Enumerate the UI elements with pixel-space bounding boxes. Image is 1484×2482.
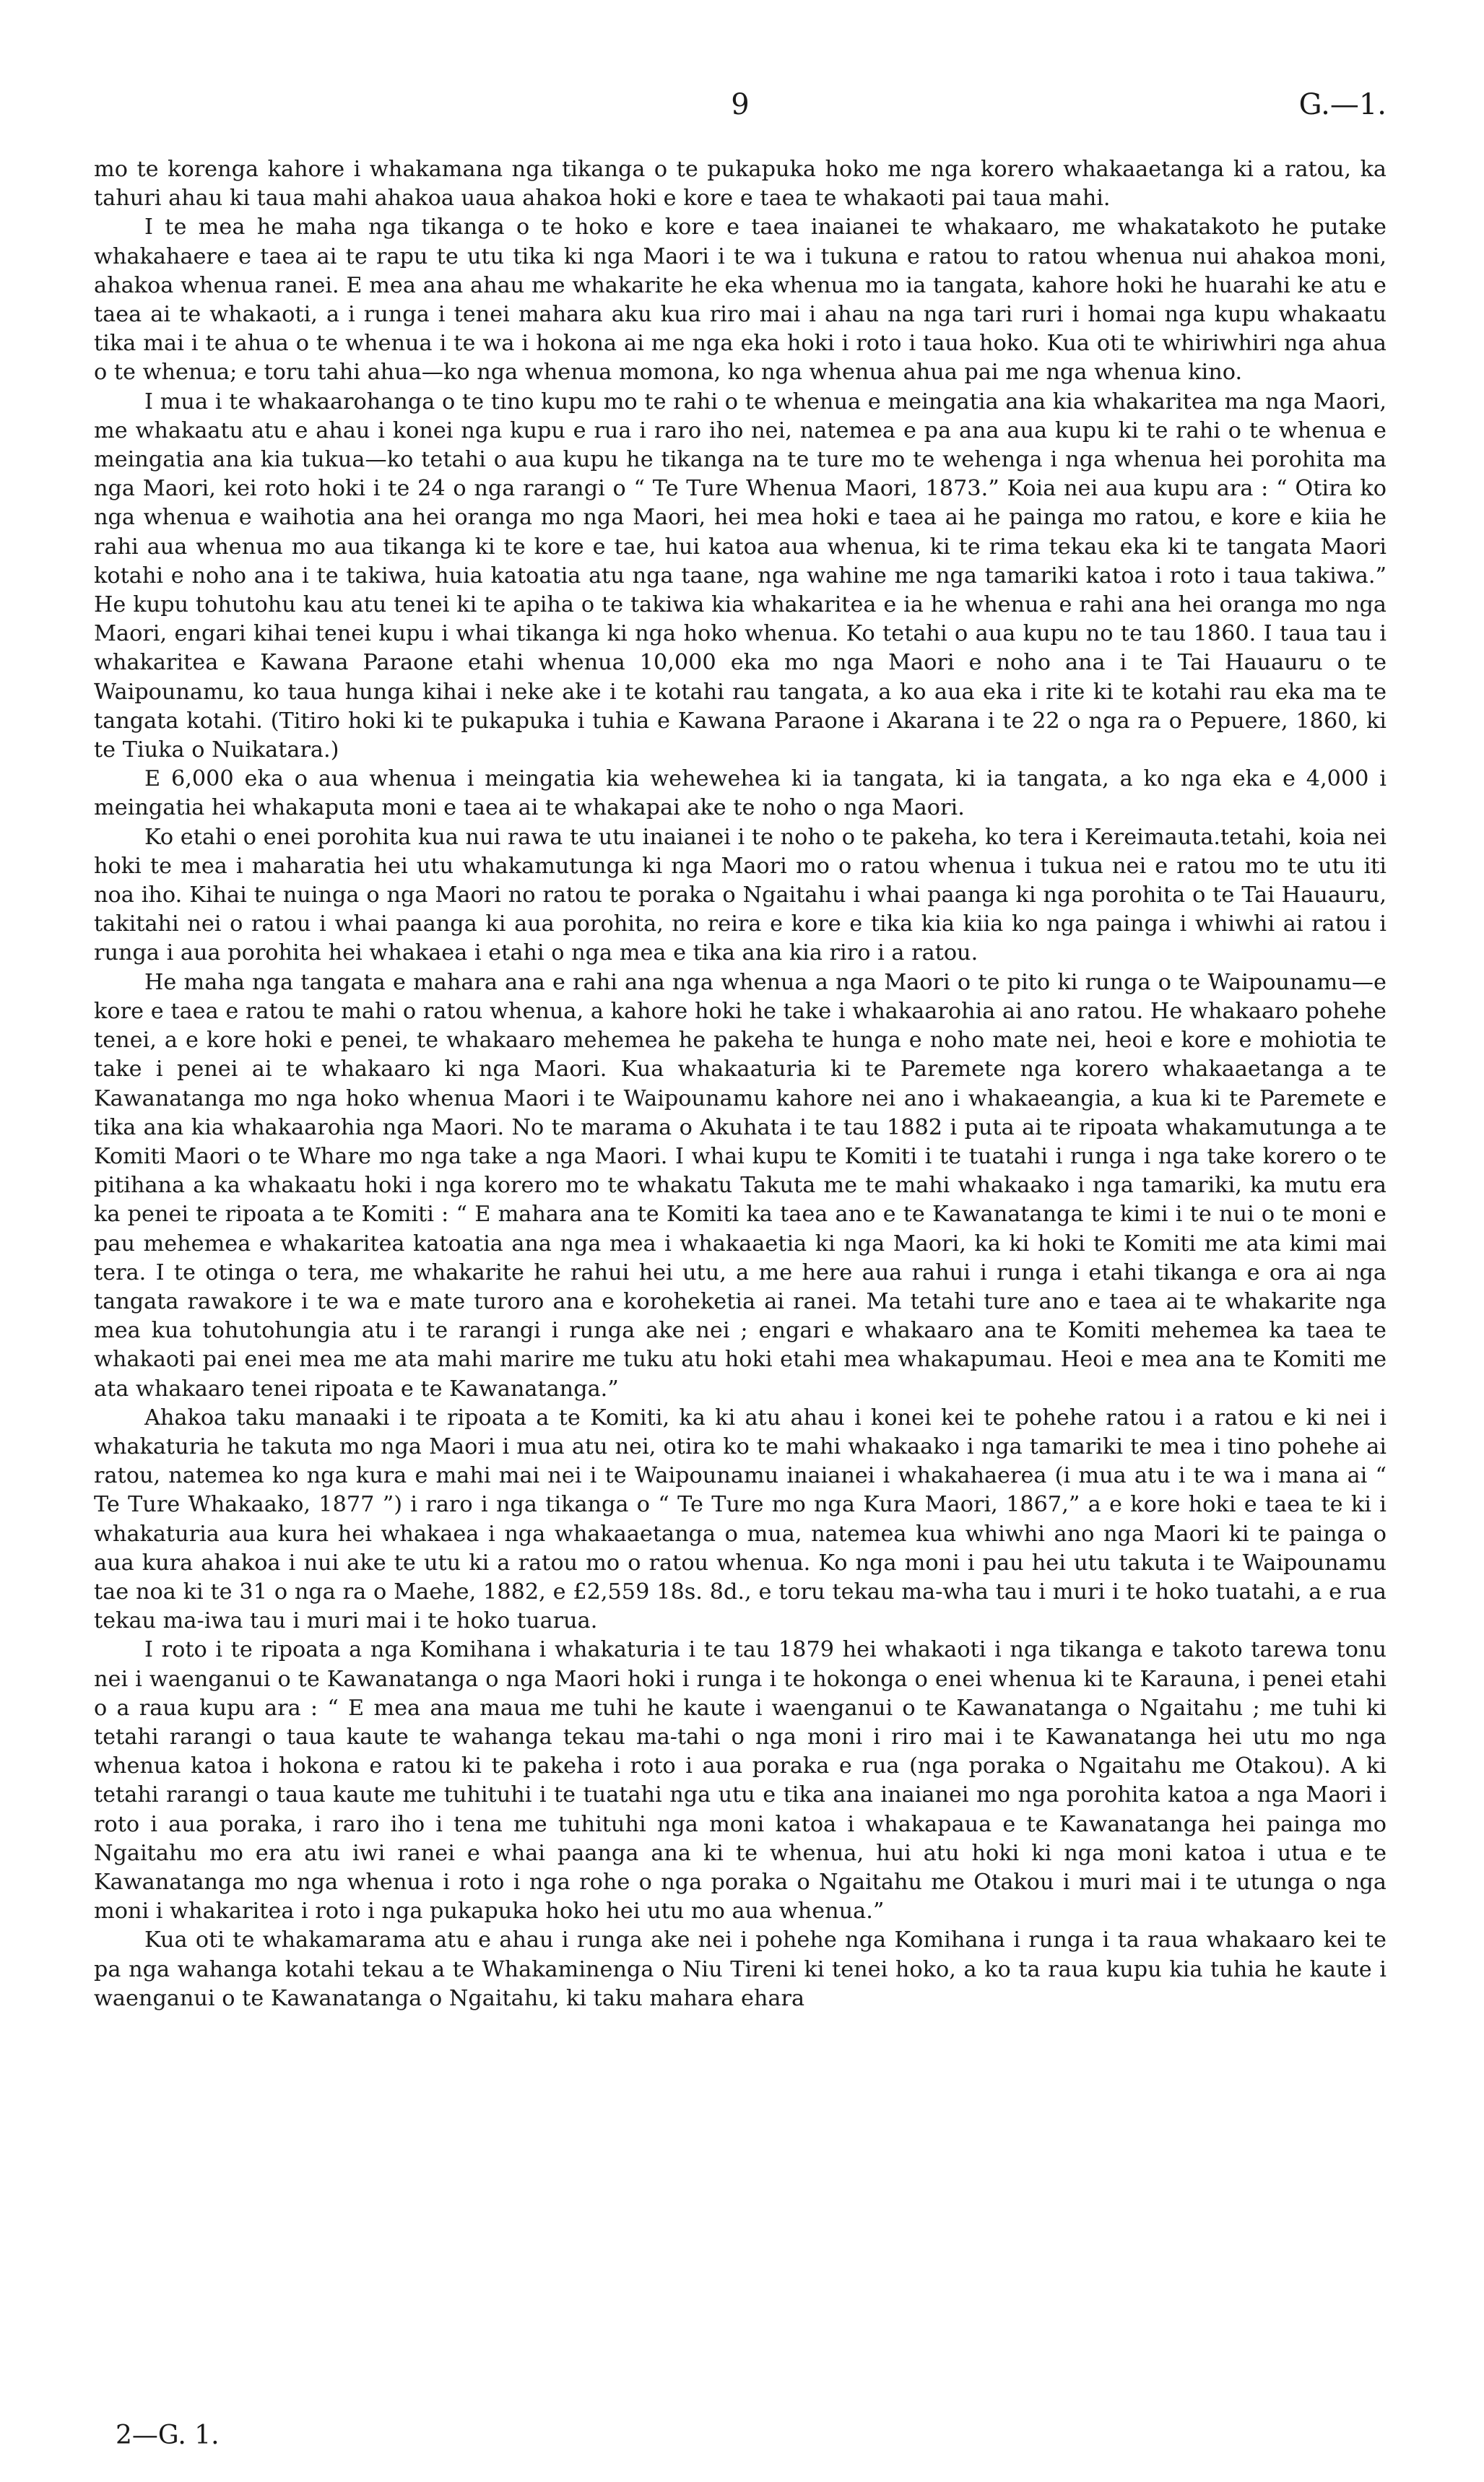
paragraph: mo te korenga kahore i whakamana nga tikanga o te pukapuka hoko me nga korero whakaaetanga ki a ratou, ka tahuri ahau ki taua mahi ahakoa uaua ahakoa hoki e kore e taea te whakaoti pai taua mahi. bbox=[94, 157, 1387, 212]
printer-signature-mark: 2—G. 1. bbox=[116, 2421, 220, 2450]
paragraph: Ahakoa taku manaaki i te ripoata a te Komiti, ka ki atu ahau i konei kei te pohehe ratou i a ratou e ki nei i whakaturia he takuta mo nga Maori i mua atu nei, otira ko te mahi whakaako i nga tamariki te mea i tino pohehe ai ratou, natemea ko nga kura e mahi mai nei i te Waipounamu inaianei i whakahaerea (i mua atu i te wa i mana ai “ Te Ture Whakaako, 1877 ”) i raro i nga tikanga o “ Te Ture mo nga Kura Maori, 1867,” a e kore hoki e taea te ki i whakaturia aua kura hei whakaea i nga whakaaetanga o mua, natemea kua whiwhi ano nga Maori ki te painga o aua kura ahakoa i nui ake te utu ki a ratou mo o ratou whenua. Ko nga moni i pau hei utu takuta i te Waipounamu tae noa ki te 31 o nga ra o Maehe, 1882, e £2,559 18s. 8d., e toru tekau ma-wha tau i muri i te hoko tuatahi, a e rua tekau ma-iwa tau i muri mai i te hoko tuarua. bbox=[94, 1405, 1387, 1634]
paragraph: I te mea he maha nga tikanga o te hoko e kore e taea inaianei te whakaaro, me whakatakoto he putake whakahaere e taea ai te rapu te utu tika ki nga Maori i te wa i tukuna e ratou to ratou whenua nui ahakoa moni, ahakoa whenua ranei. E mea ana ahau me whakarite he eka whenua mo ia tangata, kahore hoki he huarahi ke atu e taea ai te whakaoti, a i runga i tenei mahara aku kua riro mai i ahau na nga tari ruri i homai nga kupu whakaatu tika mai i te ahua o te whenua i te wa i hokona ai me nga eka hoki i roto i taua hoko. Kua oti te whiriwhiri nga ahua o te whenua; e toru tahi ahua—ko nga whenua momona, ko nga whenua ahua pai me nga whenua kino. bbox=[94, 214, 1387, 386]
paragraph: I mua i te whakaarohanga o te tino kupu mo te rahi o te whenua e meingatia ana kia whakaritea ma nga Maori, me whakaatu atu e ahau i konei nga kupu e rua i raro iho nei, natemea e pa ana aua kupu ki te rahi o te whenua e meingatia ana kia tukua—ko tetahi o aua kupu he tikanga na te ture mo te wehenga i nga whenua hei porohita ma nga Maori, kei roto hoki i te 24 o nga rarangi o “ Te Ture Whenua Maori, 1873.” Koia nei aua kupu ara : “ Otira ko nga whenua e waihotia ana hei oranga mo nga Maori, hei mea hoki e taea ai he painga mo ratou, e kore e kiia he rahi aua whenua mo aua tikanga ki te kore e tae, hui katoa aua whenua, ki te rima tekau eka ki te tangata Maori kotahi e noho ana i te takiwa, huia katoatia atu nga taane, nga wahine me nga tamariki katoa i roto i taua takiwa.” He kupu tohutohu kau atu tenei ki te apiha o te takiwa kia whakaritea e ia he whenua e rahi ana hei oranga mo nga Maori, engari kihai tenei kupu i whai tikanga ki nga hoko whenua. Ko tetahi o aua kupu no te tau 1860. I taua tau i whakaritea e Kawana Paraone etahi whenua 10,000 eka mo nga Maori e noho ana i te Tai Hauauru o te Waipounamu, ko taua hunga kihai i neke ake i te kotahi rau tangata, a ko aua eka i rite ki te kotahi rau eka ma te tangata kotahi. (Titiro hoki ki te pukapuka i tuhia e Kawana Paraone i Akarana i te 22 o nga ra o Pepuere, 1860, ki te Tiuka o Nuikatara.) bbox=[94, 389, 1387, 763]
paragraph: He maha nga tangata e mahara ana e rahi ana nga whenua a nga Maori o te pito ki runga o te Waipounamu—e kore e taea e ratou te mahi o ratou whenua, a kahore hoki he take i whakaarohia ai ano ratou. He whakaaro pohehe tenei, a e kore hoki e penei, te whakaaro mehemea he pakeha te hunga e noho mate nei, heoi e kore e mohiotia te take i penei ai te whakaaro ki nga Maori. Kua whakaaturia ki te Paremete nga korero whakaaetanga a te Kawanatanga mo nga hoko whenua Maori i te Waipounamu kahore nei ano i whakaeangia, a kua ki te Paremete e tika ana kia whakaarohia nga Maori. No te marama o Akuhata i te tau 1882 i puta ai te ripoata whakamutunga a te Komiti Maori o te Whare mo nga take a nga Maori. I whai kupu te Komiti i te tuatahi i runga i nga take korero o te pitihana a ka whakaatu hoki i nga korero mo te whakatu Takuta me te mahi whakaako i nga tamariki, ka mutu era ka penei te ripoata a te Komiti : “ E mahara ana te Komiti ka taea ano e te Kawanatanga te kimi i te nui o te moni e pau mehemea e whakaritea katoatia ana nga mea i whakaaetia ki nga Maori, ka ki hoki te Komiti me ata kimi mai tera. I te otinga o tera, me whakarite he rahui hei utu, a me here aua rahui i runga i etahi tikanga e ora ai nga tangata rawakore i te wa e mate turoro ana e koroheketia ai ranei. Ma tetahi ture ano e taea ai te whakarite nga mea kua tohutohungia atu i te rarangi i runga ake nei ; engari e whakaaro ana te Komiti mehemea ka taea te whakaoti pai enei mea me ata mahi marire me tuku atu hoki etahi mea whakapumau. Heoi e mea ana te Komiti me ata whakaaro tenei ripoata e te Kawanatanga.” bbox=[94, 969, 1387, 1402]
document-code: G.—1. bbox=[1298, 88, 1387, 121]
paragraph: Kua oti te whakamarama atu e ahau i runga ake nei i pohehe nga Komihana i runga i ta raua whakaaro kei te pa nga wahanga kotahi tekau a te Whakaminenga o Niu Tireni ki tenei hoko, a ko ta raua kupu kia tuhia he kaute i waenganui o te Kawanatanga o Ngaitahu, ki taku mahara ehara bbox=[94, 1927, 1387, 2011]
body-text bbox=[94, 155, 1387, 2013]
page-number: 9 bbox=[731, 88, 750, 121]
paragraph: Ko etahi o enei porohita kua nui rawa te utu inaianei i te noho o te pakeha, ko tera i Kereimauta.tetahi, koia nei hoki te mea i maharatia hei utu whakamutunga ki nga Maori mo o ratou whenua i tukua nei e ratou mo te utu iti noa iho. Kihai te nuinga o nga Maori no ratou te poraka o Ngaitahu i whai paanga ki nga porohita o te Tai Hauauru, takitahi nei o ratou i whai paanga ki aua porohita, no reira e kore e tika kia kiia ko nga painga i whiwhi ai ratou i runga i aua porohita hei whakaea i etahi o nga mea e tika ana kia riro i a ratou. bbox=[94, 824, 1387, 966]
paragraph: I roto i te ripoata a nga Komihana i whakaturia i te tau 1879 hei whakaoti i nga tikanga e takoto tarewa tonu nei i waenganui o te Kawanatanga o nga Maori hoki i runga i te hokonga o enei whenua ki te Karauna, i penei etahi o a raua kupu ara : “ E mea ana maua me tuhi he kaute i waenganui o te Kawanatanga o Ngaitahu ; me tuhi ki tetahi rarangi o taua kaute te wahanga tekau ma-tahi o nga moni i riro mai i te Kawanatanga hei utu mo nga whenua katoa i hokona e ratou ki te pakeha i roto i aua poraka e rua (nga poraka o Ngaitahu me Otakou). A ki tetahi rarangi o taua kaute me tuhituhi i te tuatahi nga utu e tika ana inaianei mo nga porohita katoa a nga Maori i roto i aua poraka, i raro iho i tena me tuhituhi nga moni katoa i whakapaua e te Kawanatanga hei painga mo Ngaitahu mo era atu iwi ranei e whai paanga ana ki te whenua, hui atu hoki ki nga moni katoa i utua e te Kawanatanga mo nga whenua i roto i nga rohe o nga poraka o Ngaitahu me Otakou i muri mai i te utunga o nga moni i whakaritea i roto i nga pukapuka hoko hei utu mo aua whenua.” bbox=[94, 1637, 1387, 1925]
paragraph: E 6,000 eka o aua whenua i meingatia kia wehewehea ki ia tangata, ki ia tangata, a ko nga eka e 4,000 i meingatia hei whakaputa moni e taea ai te whakapai ake te noho o nga Maori. bbox=[94, 766, 1387, 821]
page-header bbox=[94, 88, 1387, 131]
